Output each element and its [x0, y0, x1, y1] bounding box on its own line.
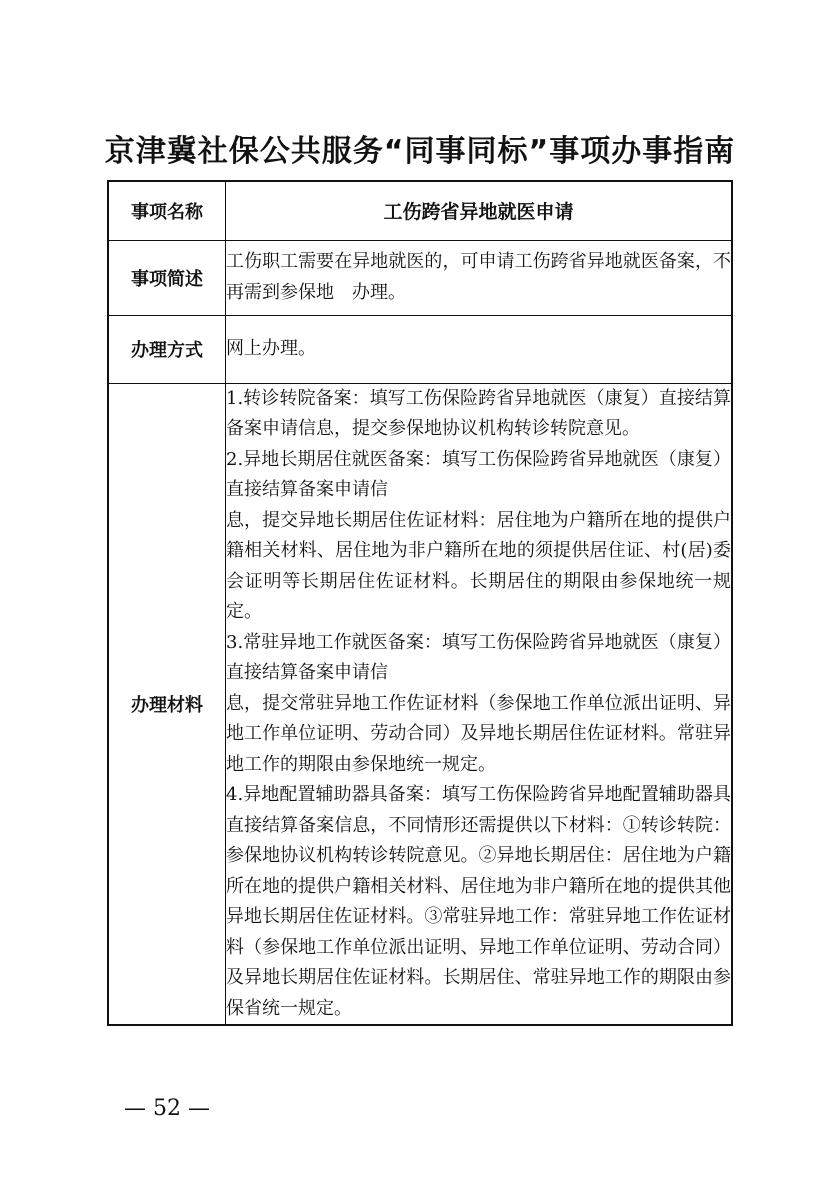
- item-summary-value: 工伤职工需要在异地就医的，可申请工伤跨省异地就医备案，不再需到参保地 办理。: [226, 240, 733, 315]
- materials-paragraph: 4.异地配置辅助器具备案：填写工伤保险跨省异地配置辅助器具直接结算备案信息，不同情形还需提供以下材料：①转诊转院：参保地协议机构转诊转院意见。②异地长期居住：居住地为户籍所在地的提供户籍相关材料、居住地为非户籍所在地的提供其他异地长期居住佐证材料。③常驻异地工作：常驻异地工作佐证材料（参保地工作单位派出证明、异地工作单位证明、劳动合同）及异地长期居住佐证材料。长期居住、常驻异地工作的期限由参保省统一规定。: [226, 784, 731, 1019]
- materials-paragraph: 息，提交异地长期居住佐证材料：居住地为户籍所在地的提供户籍相关材料、居住地为非户籍所在地的须提供居住证、村(居)委会证明等长期居住佐证材料。长期居住的期限由参保地统一规定。: [226, 509, 731, 622]
- table-row: [108, 383, 732, 1025]
- page-number: — 52 —: [124, 1096, 210, 1121]
- materials-label: 办理材料: [108, 383, 226, 1025]
- table-row: [108, 315, 732, 383]
- item-name-value: 工伤跨省异地就医申请: [226, 181, 733, 240]
- materials-paragraph: 1.转诊转院备案：填写工伤保险跨省异地就医（康复）直接结算备案申请信息，提交参保地协议机构转诊转院意见。: [226, 387, 731, 439]
- materials-value: [226, 383, 733, 1025]
- table-row: [108, 181, 732, 240]
- materials-paragraph: 息，提交常驻异地工作佐证材料（参保地工作单位派出证明、异地工作单位证明、劳动合同）及异地长期居住佐证材料。常驻异地工作的期限由参保地统一规定。: [226, 692, 731, 775]
- item-summary-label: 事项简述: [108, 240, 226, 315]
- service-guide-table: [107, 180, 733, 1026]
- materials-paragraph: 2.异地长期居住就医备案：填写工伤保险跨省异地就医（康复）直接结算备案申请信: [226, 448, 731, 500]
- handling-method-value: 网上办理。: [226, 315, 733, 383]
- table-row: [108, 240, 732, 315]
- document-title: 京津冀社保公共服务“同事同标”事项办事指南: [104, 134, 736, 169]
- handling-method-label: 办理方式: [108, 315, 226, 383]
- item-name-label: 事项名称: [108, 181, 226, 240]
- materials-paragraph: 3.常驻异地工作就医备案：填写工伤保险跨省异地就医（康复）直接结算备案申请信: [226, 631, 731, 683]
